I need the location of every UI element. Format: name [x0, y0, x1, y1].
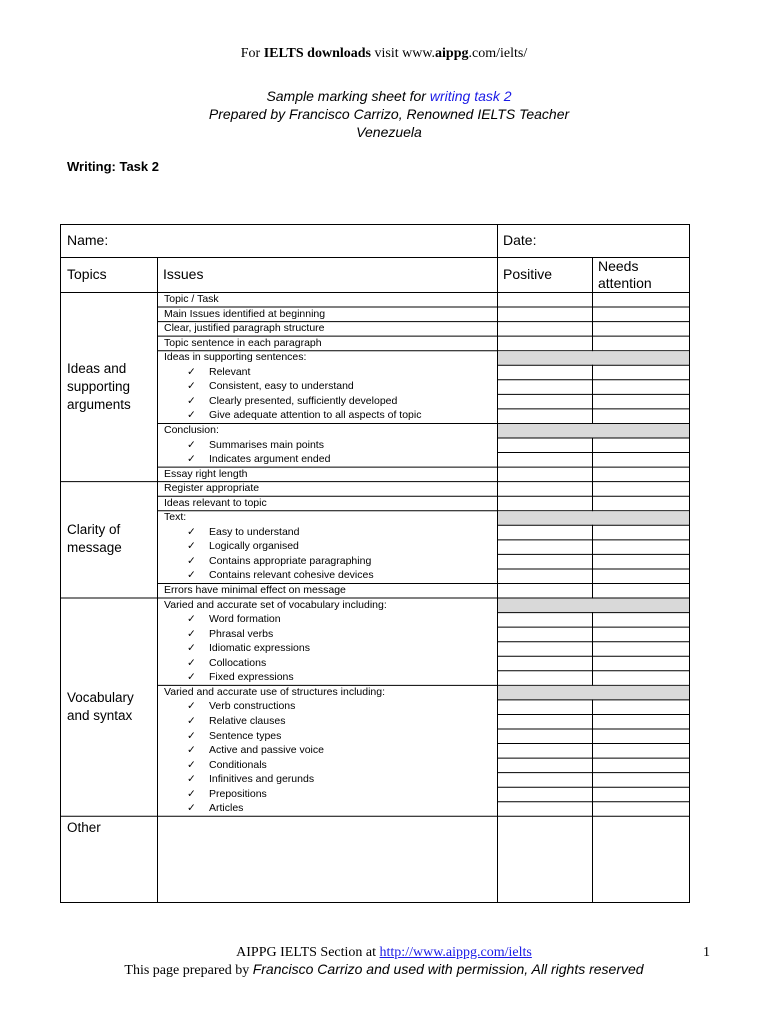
- date-label: Date:: [503, 232, 537, 248]
- issue-item: Indicates argument ended: [209, 453, 331, 466]
- issue-item: Articles: [209, 802, 244, 815]
- checkmark-icon: ✓: [187, 409, 196, 422]
- document-subtitle: [0, 87, 768, 141]
- checkmark-icon: ✓: [187, 729, 196, 742]
- issue-item: Easy to understand: [209, 525, 300, 538]
- checkmark-icon: ✓: [187, 700, 196, 713]
- issue-text: Text:: [164, 511, 187, 524]
- marking-sheet-table: [60, 224, 690, 903]
- issue-item: Clearly presented, sufficiently developed: [209, 394, 398, 407]
- checkmark-icon: ✓: [187, 540, 196, 553]
- topic-ideas-line-1: supporting: [67, 378, 131, 394]
- checkmark-icon: ✓: [187, 714, 196, 727]
- checkmark-icon: ✓: [187, 554, 196, 567]
- shaded-cell-positive: [498, 511, 689, 525]
- issue-item: Logically organised: [209, 540, 299, 553]
- footer-credit-prefix: This page prepared by: [124, 963, 253, 978]
- col-topics-header: Topics: [67, 266, 107, 282]
- issue-item: Phrasal verbs: [209, 627, 274, 640]
- issue-item: Verb constructions: [209, 700, 296, 713]
- writing-task-link[interactable]: writing task 2: [429, 88, 512, 104]
- issue-item: Conditionals: [209, 758, 267, 771]
- issue-text: Varied and accurate use of structures including:: [164, 685, 386, 698]
- issue-item: Contains appropriate paragraphing: [209, 554, 372, 567]
- footer-prefix: AIPPG IELTS Section at: [236, 945, 380, 960]
- topic-ideas-line-2: arguments: [67, 396, 131, 412]
- topic-other: Other: [67, 819, 101, 835]
- checkmark-icon: ✓: [187, 671, 196, 684]
- download-bold-aippg: aippg: [435, 46, 469, 61]
- footer-line-1: [0, 945, 768, 961]
- issue-text: Ideas in supporting sentences:: [164, 351, 307, 364]
- topic-clarity-line-0: Clarity of: [67, 522, 121, 538]
- subtitle-line-3: Venezuela: [356, 124, 422, 140]
- col-needs-header-2: attention: [598, 275, 652, 291]
- footer-line-2: [0, 961, 768, 979]
- issue-text: Register appropriate: [164, 482, 260, 495]
- download-bold-ielts: IELTS downloads: [263, 46, 371, 61]
- topic-ideas-line-0: Ideas and: [67, 360, 127, 376]
- subtitle-line-2: Prepared by Francisco Carrizo, Renowned IELTS Teacher: [208, 106, 570, 122]
- download-notice: [0, 46, 768, 62]
- checkmark-icon: ✓: [187, 525, 196, 538]
- issue-item: Prepositions: [209, 787, 267, 800]
- page-heading: Writing: Task 2: [67, 159, 159, 174]
- checkmark-icon: ✓: [187, 613, 196, 626]
- shaded-cell-positive: [498, 424, 689, 438]
- checkmark-icon: ✓: [187, 365, 196, 378]
- subtitle-prefix: Sample marking sheet for: [266, 88, 430, 104]
- checkmark-icon: ✓: [187, 744, 196, 757]
- page-number: 1: [703, 945, 710, 960]
- shaded-cell-positive: [498, 686, 689, 700]
- issue-text: Essay right length: [164, 467, 248, 480]
- download-mid: visit www.: [371, 46, 436, 61]
- issue-item: Contains relevant cohesive devices: [209, 569, 374, 582]
- issue-item: Fixed expressions: [209, 671, 294, 684]
- table-border: [61, 225, 690, 903]
- checkmark-icon: ✓: [187, 627, 196, 640]
- issue-text: Conclusion:: [164, 423, 219, 436]
- issue-text: Topic / Task: [164, 293, 219, 305]
- checkmark-icon: ✓: [187, 656, 196, 669]
- col-positive-header: Positive: [503, 266, 553, 282]
- issue-item: Infinitives and gerunds: [209, 773, 315, 786]
- footer-link[interactable]: http://www.aippg.com/ielts: [379, 945, 532, 960]
- issue-item: Summarises main points: [209, 438, 324, 451]
- shaded-cell-positive: [498, 351, 689, 365]
- issue-item: Idiomatic expressions: [209, 642, 310, 655]
- issue-item: Active and passive voice: [209, 744, 324, 757]
- issue-item: Sentence types: [209, 729, 282, 742]
- download-suffix: .com/ielts/: [468, 46, 528, 61]
- issue-item: Word formation: [209, 613, 281, 626]
- issue-text: Topic sentence in each paragraph: [164, 336, 322, 349]
- issue-text: Ideas relevant to topic: [164, 496, 267, 509]
- checkmark-icon: ✓: [187, 569, 196, 582]
- issue-text: Clear, justified paragraph structure: [164, 322, 325, 335]
- issue-item: Collocations: [209, 656, 267, 669]
- issue-item: Relative clauses: [209, 714, 286, 727]
- subtitle-line-1: [0, 87, 768, 105]
- col-needs-header-1: Needs: [598, 258, 639, 274]
- name-label: Name:: [67, 232, 109, 248]
- shaded-cell-positive: [498, 599, 689, 613]
- checkmark-icon: ✓: [187, 642, 196, 655]
- checkmark-icon: ✓: [187, 394, 196, 407]
- col-issues-header: Issues: [163, 266, 204, 282]
- checkmark-icon: ✓: [187, 438, 196, 451]
- checkmark-icon: ✓: [187, 773, 196, 786]
- issue-item: Consistent, easy to understand: [209, 380, 354, 393]
- table-grid: [60, 224, 690, 903]
- issue-text: Errors have minimal effect on message: [164, 584, 346, 596]
- checkmark-icon: ✓: [187, 380, 196, 393]
- checkmark-icon: ✓: [187, 758, 196, 771]
- issue-text: Varied and accurate set of vocabulary including:: [164, 598, 387, 611]
- footer-credit-italic: Francisco Carrizo and used with permission, All rights reserved: [252, 961, 644, 977]
- topic-clarity-line-1: message: [67, 540, 122, 556]
- issue-text: Main Issues identified at beginning: [164, 307, 326, 320]
- topic-vocab-line-1: and syntax: [67, 707, 133, 723]
- checkmark-icon: ✓: [187, 787, 196, 800]
- issue-item: Give adequate attention to all aspects of topic: [209, 409, 422, 422]
- issue-item: Relevant: [209, 365, 251, 378]
- checkmark-icon: ✓: [187, 802, 196, 815]
- checkmark-icon: ✓: [187, 453, 196, 466]
- download-prefix: For: [240, 46, 264, 61]
- topic-vocab-line-0: Vocabulary: [67, 689, 134, 705]
